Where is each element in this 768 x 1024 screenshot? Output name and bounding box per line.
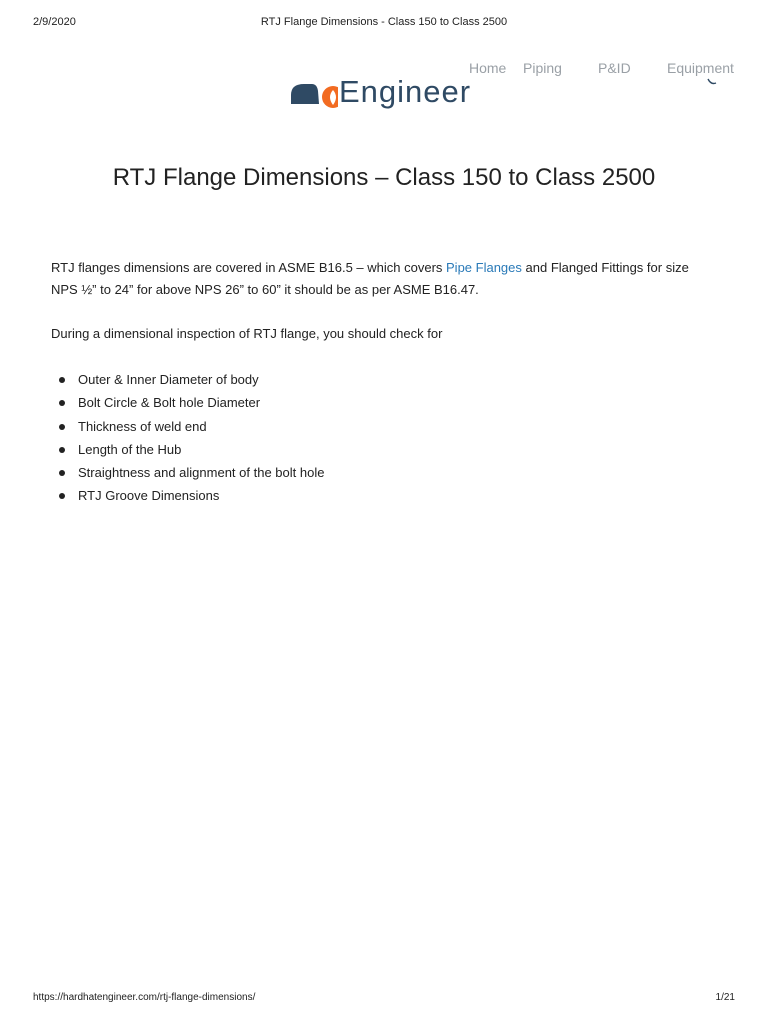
intro-text: RTJ flanges dimensions are covered in ASME B16.5 – which covers [51,260,447,275]
list-item: Thickness of weld end [51,415,324,438]
bullet-icon [59,400,65,406]
nav-item-piping[interactable]: Piping [523,60,562,76]
print-doc-title: RTJ Flange Dimensions - Class 150 to Class 2500 [260,16,508,28]
list-item: Straightness and alignment of the bolt hole [51,461,324,484]
list-item: RTJ Groove Dimensions [51,484,324,507]
print-url: https://hardhatengineer.com/rtj-flange-dimensions/ [33,992,256,1003]
bullet-icon [59,470,65,476]
hardhat-logo-icon [290,78,338,118]
logo-wordmark: Engineer [339,74,472,109]
bullet-icon [59,424,65,430]
print-header [0,16,768,32]
intro-text-line2: NPS ½” to 24” for above NPS 26” to 60” it should be as per ASME B16.47. [51,282,479,297]
nav-item-equipment[interactable]: Equipment [667,60,734,76]
list-item: Outer & Inner Diameter of body [51,368,324,391]
bullet-icon [59,377,65,383]
bullet-icon [59,447,65,453]
site-logo[interactable] [290,74,490,118]
intro-paragraph [51,257,731,301]
page-number: 1/21 [715,992,735,1003]
list-item: Bolt Circle & Bolt hole Diameter [51,391,324,414]
pipe-flanges-link[interactable]: Pipe Flanges [446,260,522,275]
list-item: Length of the Hub [51,438,324,461]
inspection-intro: During a dimensional inspection of RTJ flange, you should check for [51,326,443,341]
inspection-checklist [51,368,324,508]
intro-text-cont: and Flanged Fittings for size [521,260,689,275]
bullet-icon [59,493,65,499]
nav-item-pid[interactable]: P&ID [598,60,631,76]
nav-item-home[interactable]: Home [469,60,507,76]
search-icon[interactable] [707,78,717,86]
page-title: RTJ Flange Dimensions – Class 150 to Class 2500 [112,164,656,191]
print-date: 2/9/2020 [33,16,76,28]
